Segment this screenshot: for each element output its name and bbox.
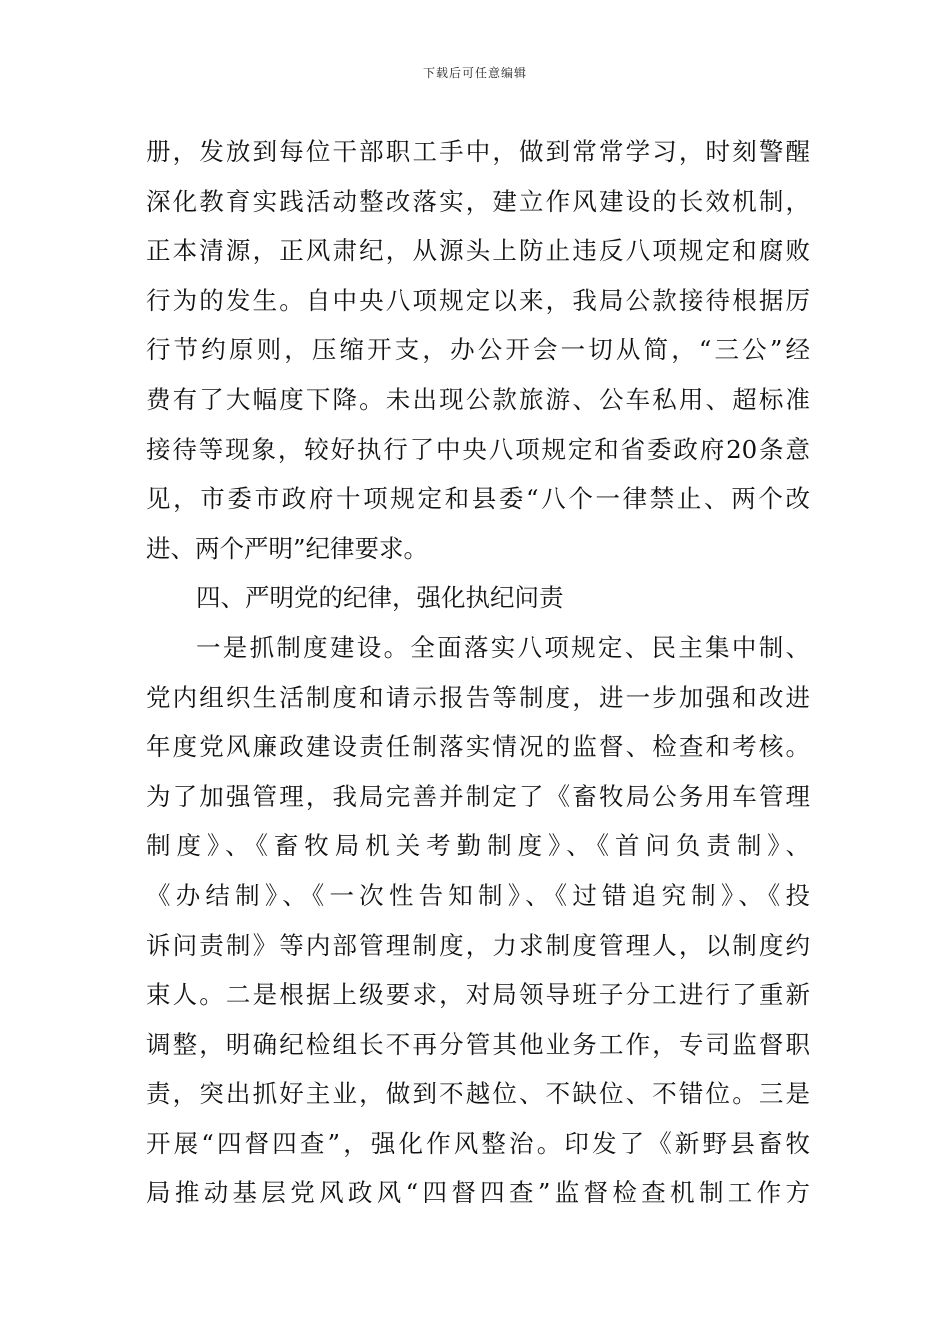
text-line: 责，突出抓好主业，做到不越位、不缺位、不错位。三是 — [146, 1079, 810, 1109]
text-line: 费有了大幅度下降。未出现公款旅游、公车私用、超标准 — [146, 384, 810, 414]
text-line: 正本清源，正风肃纪，从源头上防止违反八项规定和腐败 — [146, 236, 810, 266]
text-line: 开展“四督四查”，强化作风整治。印发了《新野县畜牧 — [146, 1128, 810, 1158]
text-line: 为了加强管理，我局完善并制定了《畜牧局公务用车管理 — [146, 781, 810, 811]
page-header-note: 下载后可任意编辑 — [422, 66, 527, 80]
text-line: 进、两个严明”纪律要求。 — [146, 533, 429, 563]
text-line: 局推动基层党风政风“四督四查”监督检查机制工作方 — [146, 1178, 810, 1208]
text-line: 深化教育实践活动整改落实，建立作风建设的长效机制， — [146, 186, 810, 216]
text-line: 一是抓制度建设。全面落实八项规定、民主集中制、 — [196, 632, 810, 662]
text-line: 束人。二是根据上级要求，对局领导班子分工进行了重新 — [146, 980, 810, 1010]
text-line: 年度党风廉政建设责任制落实情况的监督、检查和考核。 — [146, 732, 810, 762]
text-line: 接待等现象，较好执行了中央八项规定和省委政府20条意 — [146, 434, 810, 464]
text-line: 册，发放到每位干部职工手中，做到常常学习，时刻警醒 — [146, 137, 810, 166]
text-line: 《办结制》、《一次性告知制》、《过错追究制》、《投 — [146, 880, 810, 910]
document-body — [146, 127, 810, 1218]
text-line: 制度》、《畜牧局机关考勤制度》、《首问负责制》、 — [146, 831, 810, 861]
text-line: 见，市委市政府十项规定和县委“八个一律禁止、两个改 — [146, 484, 810, 514]
text-line: 党内组织生活制度和请示报告等制度，进一步加强和改进 — [146, 682, 810, 712]
section-heading: 四、严明党的纪律，强化执纪问责 — [196, 583, 564, 613]
text-line: 诉问责制》等内部管理制度，力求制度管理人，以制度约 — [146, 930, 810, 960]
text-line: 行节约原则，压缩开支，办公开会一切从简，“三公”经 — [146, 335, 810, 365]
text-line: 行为的发生。自中央八项规定以来，我局公款接待根据厉 — [146, 285, 810, 315]
text-line: 调整，明确纪检组长不再分管其他业务工作，专司监督职 — [146, 1029, 810, 1059]
